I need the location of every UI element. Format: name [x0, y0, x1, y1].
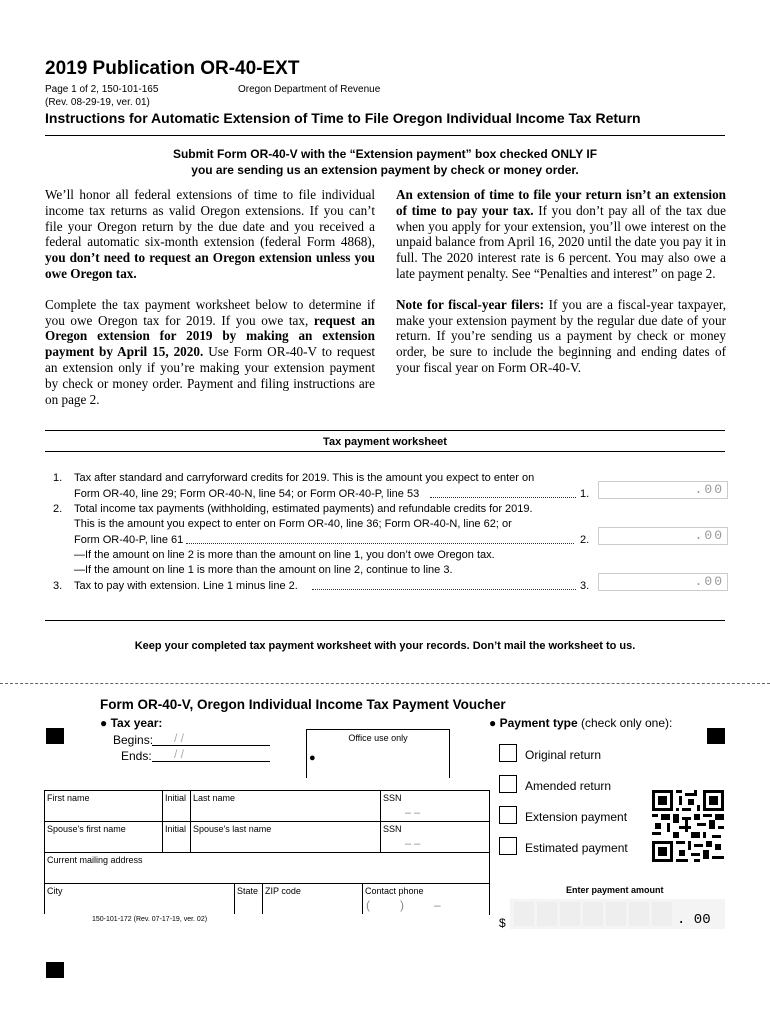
mailing-address-field[interactable]: Current mailing address — [44, 853, 489, 883]
publication-title: 2019 Publication OR-40-EXT — [45, 58, 300, 79]
state-field[interactable]: State — [234, 884, 262, 914]
registration-mark-bottom — [46, 962, 64, 978]
line1-text: Tax after standard and carryforward credits for 2019. This is the amount you expect to enter on — [74, 472, 535, 484]
contact-phone-field[interactable]: Contact phone — [362, 884, 489, 914]
right-column — [396, 187, 726, 391]
city-field[interactable]: City — [44, 884, 234, 914]
page-info: Page 1 of 2, 150-101-165 — [45, 84, 159, 95]
line2-text-cont2: Form OR-40-P, line 61 — [74, 534, 184, 546]
worksheet-paragraph: Complete the tax payment worksheet below to determine if you owe Oregon tax for 2019. If you owe tax, request an Oregon extension for 2019 by making an extension payment by April 15, 2020. Use Form OR-40-V to request an extension only if you’re making your extension payment by check or money order. Payment and filing instructions are on page 2. — [45, 296, 375, 407]
ssn-dashes: – – — [405, 807, 421, 819]
left-column — [45, 187, 375, 422]
line2-leader-dots — [186, 543, 574, 544]
line3-ref: 3. — [580, 580, 590, 592]
amended-return-checkbox[interactable] — [499, 775, 517, 793]
federal-extension-paragraph: We’ll honor all federal extensions of time to file individual income tax returns as valid Oregon extensions. If you can’t file your Oregon return by the due date and you received a federal automatic six-month extension (federal Form 4868), you don’t need to request an Oregon extension unless you owe Oregon tax. — [45, 187, 375, 281]
zip-code-field[interactable]: ZIP code — [262, 884, 362, 914]
extension-payment-checkbox[interactable] — [499, 806, 517, 824]
line2-note1: —If the amount on line 2 is more than the amount on line 1, you don’t owe Oregon tax. — [74, 549, 495, 561]
line3-number: 3. — [53, 580, 63, 592]
bullet-icon: ● — [100, 716, 108, 730]
line2-ref: 2. — [580, 534, 590, 546]
amount-digit-box — [560, 902, 580, 926]
spouse-initial-field[interactable]: Initial — [162, 822, 190, 852]
worksheet-title-rule — [45, 451, 725, 452]
line1-text-cont: Form OR-40, line 29; Form OR-40-N, line 54; or Form OR-40-P, line 53 — [74, 488, 420, 500]
worksheet-top-rule — [45, 430, 725, 431]
interest-paragraph: An extension of time to file your return isn’t an extension of time to pay your tax. If you don’t pay all of the tax due when you apply for your extension, you’ll owe interest on the unpaid balance from April 16, 2020 until the date you pay it in full. The 2020 interest rate is 6 percent. You may also owe a late payment penalty. See “Penalties and interest” on page 2. — [396, 187, 726, 281]
line2-text: Total income tax payments (withholding, estimated payments) and refundable credits for 2019. — [74, 503, 533, 515]
tax-year-label: ● Tax year: — [100, 716, 163, 730]
amount-cents: . 00 — [677, 912, 711, 928]
voucher-title: Form OR-40-V, Oregon Individual Income Tax Payment Voucher — [100, 697, 506, 712]
amended-return-label: Amended return — [525, 779, 612, 793]
dollar-sign: $ — [499, 916, 506, 930]
revision-info: (Rev. 08-29-19, ver. 01) — [45, 97, 150, 108]
submit-notice-line1: Submit Form OR-40-V with the “Extension payment” box checked ONLY IF — [172, 147, 598, 161]
department-name: Oregon Department of Revenue — [238, 84, 381, 95]
spouse-ssn-dashes: – – — [405, 838, 421, 850]
office-use-bullet: ● — [309, 752, 316, 764]
first-name-field[interactable]: First name — [44, 791, 162, 821]
office-use-label: Office use only — [348, 733, 408, 743]
line2-text-cont: This is the amount you expect to enter on Form OR-40, line 36; Form OR-40-N, line 62; or — [74, 518, 512, 530]
submit-notice — [0, 146, 770, 178]
line2-number: 2. — [53, 503, 63, 515]
ends-date-field[interactable]: / / — [152, 747, 270, 762]
line3-text: Tax to pay with extension. Line 1 minus line 2. — [74, 580, 298, 592]
amount-digit-box — [652, 902, 672, 926]
ssn-field[interactable]: SSN — [380, 791, 489, 821]
registration-mark-left — [46, 728, 64, 744]
amount-digit-box — [629, 902, 649, 926]
line2-note2: —If the amount on line 1 is more than the amount on line 2, continue to line 3. — [74, 564, 453, 576]
phone-mask: ( ) – — [366, 898, 441, 912]
extension-payment-label: Extension payment — [525, 810, 628, 824]
line1-ref: 1. — [580, 488, 590, 500]
original-return-checkbox[interactable] — [499, 744, 517, 762]
spouse-first-name-field[interactable]: Spouse's first name — [44, 822, 162, 852]
begins-label: Begins: — [113, 733, 154, 747]
estimated-payment-label: Estimated payment — [525, 841, 628, 855]
form-code: 150-101-172 (Rev. 07-17-19, ver. 02) — [92, 916, 208, 923]
instructions-title: Instructions for Automatic Extension of Time to File Oregon Individual Income Tax Return — [45, 110, 641, 126]
begins-date-field[interactable]: / / — [152, 731, 270, 746]
line2-amount-field[interactable]: .00 — [598, 527, 728, 545]
line1-number: 1. — [53, 472, 63, 484]
ends-label: Ends: — [121, 749, 152, 763]
payment-type-label: ● Payment type (check only one): — [489, 716, 673, 730]
submit-notice-line2: you are sending us an extension payment by check or money order. — [191, 163, 579, 177]
line3-amount-field[interactable]: .00 — [598, 573, 728, 591]
worksheet-title: Tax payment worksheet — [323, 436, 447, 448]
worksheet-bottom-rule — [45, 620, 725, 621]
header-rule — [45, 135, 725, 136]
last-name-field[interactable]: Last name — [190, 791, 380, 821]
registration-mark-right — [707, 728, 725, 744]
amount-digit-box — [583, 902, 603, 926]
estimated-payment-checkbox[interactable] — [499, 837, 517, 855]
qr-code — [652, 790, 724, 862]
spouse-last-name-field[interactable]: Spouse's last name — [190, 822, 380, 852]
line1-leader-dots — [430, 497, 576, 498]
fiscal-year-paragraph: Note for fiscal-year filers: If you are a fiscal-year taxpayer, make your extension payment by the regular due date of your return. If you’re sending us a payment by check or money order, be sure to include the beginning and ending dates of your fiscal year on Form OR-40-V. — [396, 296, 726, 375]
original-return-label: Original return — [525, 748, 602, 762]
amount-digit-box — [537, 902, 557, 926]
initial-field[interactable]: Initial — [162, 791, 190, 821]
line1-amount-field[interactable]: .00 — [598, 481, 728, 499]
office-use-box — [306, 729, 450, 778]
keep-worksheet-notice: Keep your completed tax payment worksheet with your records. Don’t mail the worksheet to us. — [134, 640, 636, 652]
amount-digit-box — [514, 902, 534, 926]
amount-digit-box — [606, 902, 626, 926]
cut-line — [0, 683, 770, 684]
enter-payment-amount-label: Enter payment amount — [566, 885, 664, 895]
spouse-ssn-field[interactable]: SSN — [380, 822, 489, 852]
line3-leader-dots — [312, 589, 576, 590]
